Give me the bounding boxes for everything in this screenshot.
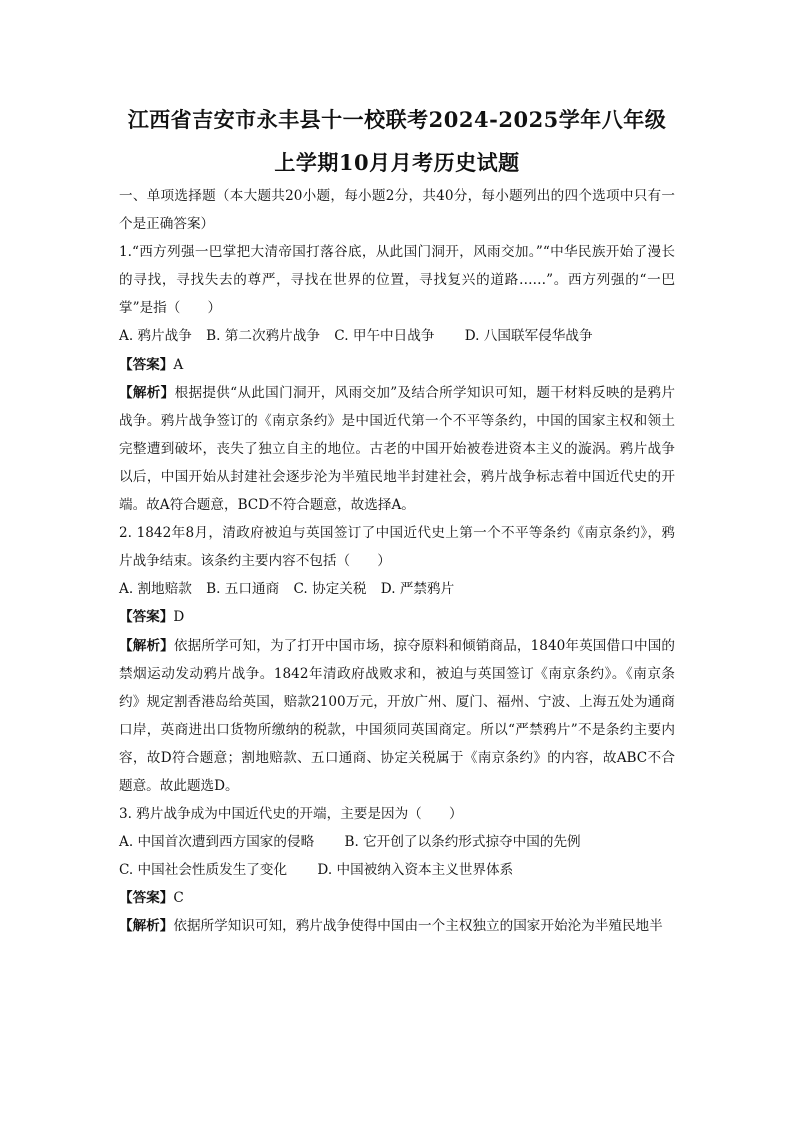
question-3-stem: 3. 鸦片战争成为中国近代史的开端，主要是因为（ ） [119, 806, 463, 823]
section-heading: 一、单项选择题（本大题共20小题，每小题2分，共40分，每小题列出的四个选项中只有一个是正确答案） [119, 188, 675, 233]
question-2-option-c: C. 协定关税 [293, 581, 367, 598]
question-1-analysis [119, 379, 675, 519]
question-2-stem: 2. 1842年8月，清政府被迫与英国签订了中国近代史上第一个不平等条约《南京条约》，鸦片战争结束。该条约主要内容不包括（ ） [119, 525, 675, 570]
question-3-option-a: A. 中国首次遭到西方国家的侵略 [119, 834, 315, 851]
question-2-option-b: B. 五口通商 [206, 581, 280, 598]
document-title-line-1: 江西省吉安市永丰县十一校联考2024-2025学年八年级 [127, 107, 667, 132]
analysis-label: 【解析】 [119, 637, 174, 654]
question-1-options [119, 322, 675, 350]
question-1-answer [119, 351, 675, 379]
question-2-option-a: A. 割地赔款 [119, 581, 192, 598]
question-3-options-row-1 [119, 828, 675, 856]
answer-label: 【答案】 [119, 890, 174, 907]
question-3-options-row-2 [119, 856, 675, 884]
question-1-option-d: D. 八国联军侵华战争 [464, 328, 593, 345]
question-3-option-c: C. 中国社会性质发生了变化 [119, 862, 288, 879]
analysis-text: 根据提供“从此国门洞开，风雨交加”及结合所学知识可知，题干材料反映的是鸦片战争。鸦片战争签订的《南京条约》是中国近代第一个不平等条约，中国的国家主权和领土完整遭到破坏，丧失了独立自主的地位。古老的中国开始被卷进资本主义的漩涡。鸦片战争以后，中国开始从封建社会逐步沦为半殖民地半封建社会，鸦片战争标志着中国近代史的开端。故A符合题意，BCD不符合题意，故选择A。 [119, 384, 675, 514]
answer-label: 【答案】 [119, 609, 174, 626]
question-2-answer [119, 603, 675, 631]
document-title-line-2: 上学期10月月考历史试题 [274, 150, 520, 175]
analysis-label: 【解析】 [119, 384, 175, 401]
document-body [119, 182, 675, 941]
question-1-option-b: B. 第二次鸦片战争 [206, 328, 320, 345]
question-3-option-d: D. 中国被纳入资本主义世界体系 [317, 862, 514, 879]
analysis-label: 【解析】 [119, 918, 174, 935]
answer-label: 【答案】 [119, 356, 174, 373]
answer-value: D [173, 609, 185, 626]
answer-value: A [173, 356, 184, 373]
question-2-option-d: D. 严禁鸦片 [380, 581, 455, 598]
question-2-analysis [119, 632, 675, 801]
question-1-option-a: A. 鸦片战争 [119, 328, 192, 345]
analysis-text: 依据所学知识可知，鸦片战争使得中国由一个主权独立的国家开始沦为半殖民地半 [173, 918, 663, 935]
question-1-option-c: C. 甲午中日战争 [334, 328, 435, 345]
question-3-option-b: B. 它开创了以条约形式掠夺中国的先例 [344, 834, 581, 851]
answer-value: C [173, 890, 184, 907]
question-1-stem: 1.“西方列强一巴掌把大清帝国打落谷底，从此国门洞开，风雨交加。”“中华民族开始了漫长的寻找，寻找失去的尊严，寻找在世界的位置，寻找复兴的道路……”。西方列强的“一巴掌”是指（ ） [119, 244, 675, 317]
question-2-options [119, 575, 675, 603]
question-3-analysis [119, 912, 675, 940]
question-3-answer [119, 884, 675, 912]
analysis-text: 依据所学可知，为了打开中国市场，掠夺原料和倾销商品，1840年英国借口中国的禁烟运动发动鸦片战争。1842年清政府战败求和，被迫与英国签订《南京条约》。《南京条约》规定割香港岛给英国，赔款2100万元，开放广州、厦门、福州、宁波、上海五处为通商口岸，英商进出口货物所缴纳的税款，中国须同英国商定。所以“严禁鸦片”不是条约主要内容，故D符合题意；割地赔款、五口通商、协定关税属于《南京条约》的内容，故ABC不合题意。故此题选D。 [119, 637, 676, 794]
